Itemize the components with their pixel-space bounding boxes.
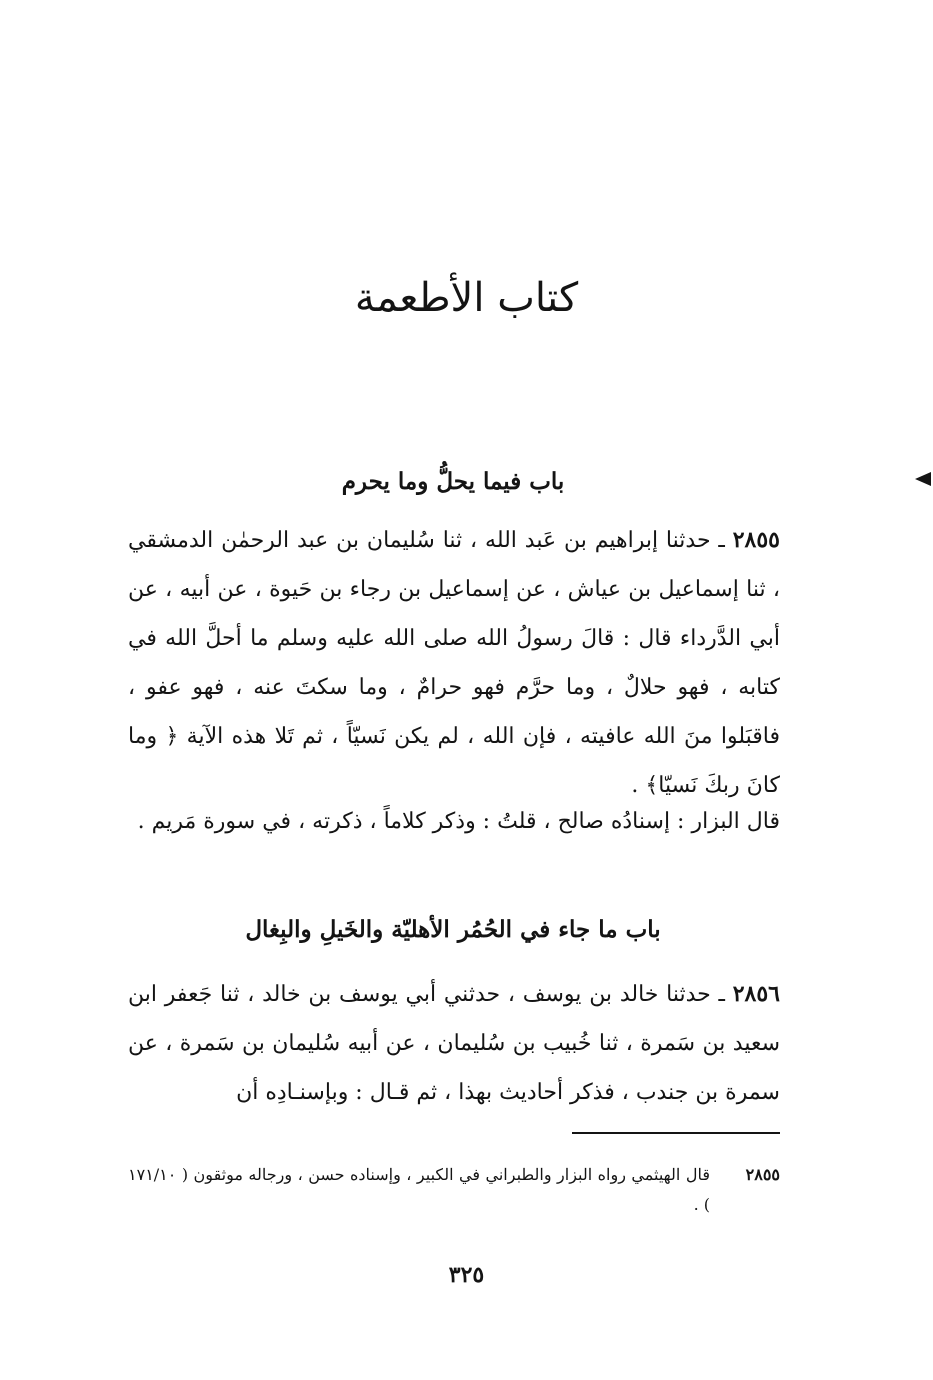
commentary-paragraph: قال البزار : إسنادُه صالح ، قلتُ : وذكر كلاماً ، ذكرته ، في سورة مَريم . [137,809,780,834]
page-number: ٣٢٥ [448,1262,485,1288]
chapter-heading: باب فيما يحلُّ وما يحرم [341,468,565,495]
hadith-number: ٢٨٥٥ [732,527,780,553]
chapter-heading: باب ما جاء في الحُمُر الأهليّة والخَيلِ والبِغال [245,916,661,943]
footnote [128,1160,780,1220]
hadith-paragraph [128,970,780,1117]
hadith-text: ـ حدثنا إبراهيم بن عَبد الله ، ثنا سُليمان بن عبد الرحمٰن الدمشقي ، ثنا إسماعيل بن عياش ، عن إسماعيل بن رجاء بن حَيوة ، عن أبيه ، عن أبي الدَّرداء قال : قالَ رسولُ الله صلى الله عليه وسلم ما أحلَّ الله في كتابه ، فهو حلالٌ ، وما حرَّم فهو حرامٌ ، وما سكتَ عنه ، فهو عفو ، فاقبَلوا منَ الله عافيته ، فإن الله ، لم يكن نَسيّاً ، ثم تَلا هذه الآية ﴿ وما كانَ ربكَ نَسيّا﴾ . [128,528,780,798]
footnote-separator [572,1132,780,1134]
hadith-number: ٢٨٥٦ [732,981,780,1007]
book-title: كتاب الأطعمة [354,275,579,321]
hadith-paragraph [128,516,780,810]
footnote-number: ٢٨٥٥ [745,1165,780,1184]
margin-arrow-icon [915,472,931,486]
hadith-text: ـ حدثنا خالد بن يوسف ، حدثني أبي يوسف بن خالد ، ثنا جَعفر ابن سعيد بن سَمرة ، ثنا خُبيب بن سُليمان ، عن أبيه سُليمان بن سَمرة ، عن سمرة بن جندب ، فذكر أحاديث بهذا ، ثم قـال : وبإسنـادِه أن [128,982,780,1105]
footnote-text: قال الهيثمي رواه البزار والطبراني في الكبير ، وإسناده حسن ، ورجاله موثقون ( ١٧١/١٠ ) . [128,1165,710,1214]
